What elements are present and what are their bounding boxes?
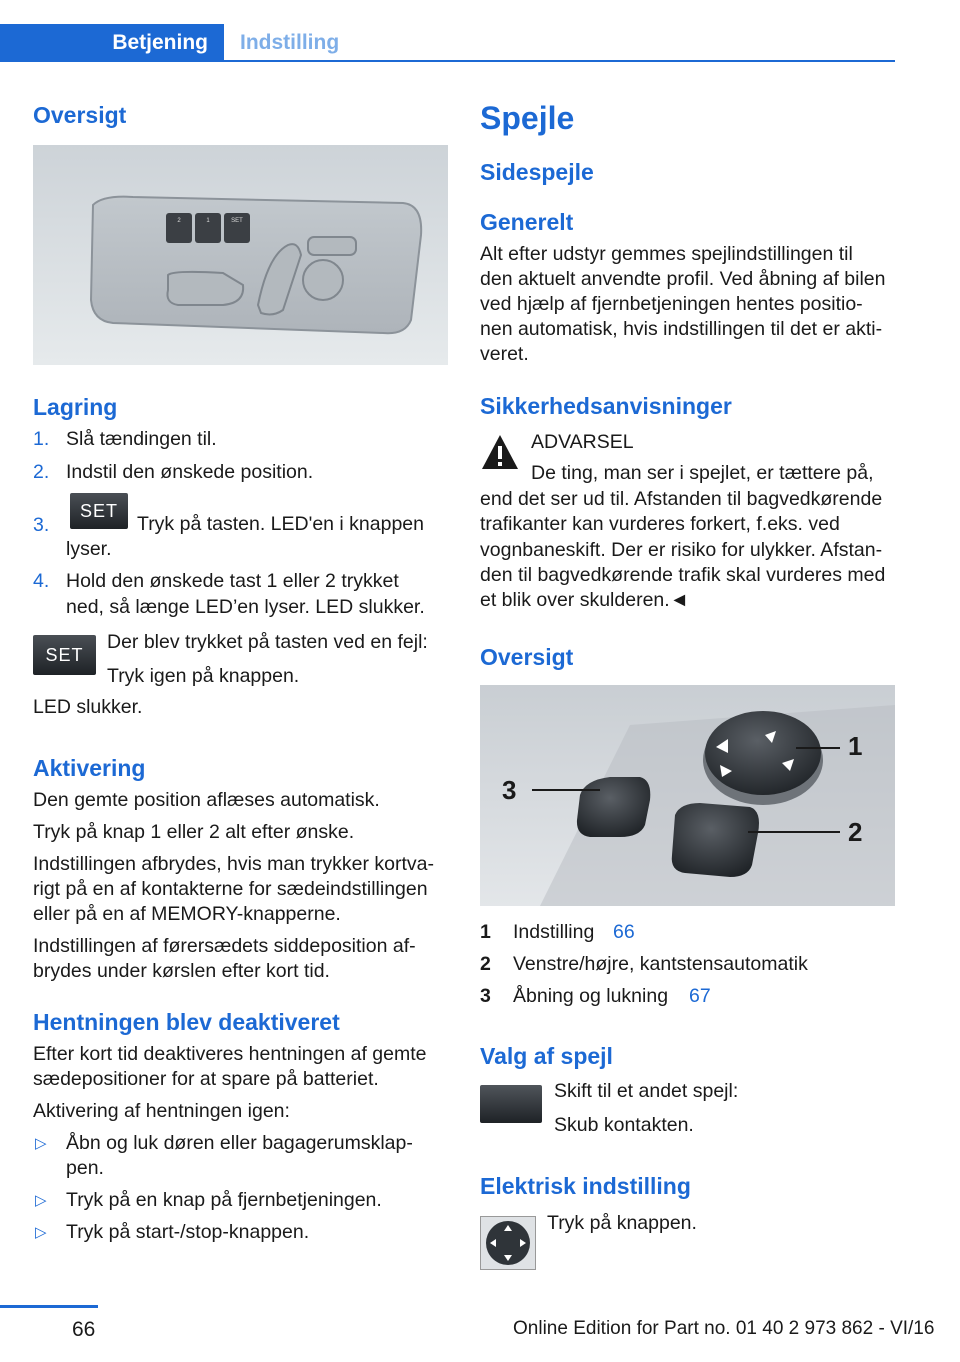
paragraph: nen automatisk, hvis indstillingen til det er akti‐: [480, 318, 883, 340]
paragraph: Alt efter udstyr gemmes spejlindstillingen til: [480, 243, 853, 265]
legend-number: 1: [480, 921, 491, 943]
paragraph: Tryk på knap 1 eller 2 alt efter ønske.: [33, 821, 355, 843]
tab-betjening[interactable]: Betjening: [0, 24, 224, 62]
valg-text: Skub kontakten.: [554, 1114, 694, 1136]
legend-text: Venstre/højre, kantstensautomatik: [513, 953, 808, 975]
paragraph: den aktuelt anvendte profil. Ved åbning af bilen: [480, 268, 886, 290]
warning-text: end det ser ud til. Afstanden til bagvedkørende: [480, 488, 883, 510]
bullet-text: Tryk på start-/stop-knappen.: [66, 1221, 310, 1243]
tab-divider: [224, 60, 895, 62]
seat-panel-illustration: [33, 145, 448, 365]
bullet-arrow-icon: ▷: [35, 1135, 47, 1152]
step-text: Tryk på tasten. LED'en i knappen: [137, 513, 424, 535]
seat-button-set-label: SET: [231, 218, 243, 224]
mirror-switch-illustration: [480, 685, 895, 906]
step-number: 4.: [33, 570, 50, 592]
paragraph: Den gemte position aflæses automatisk.: [33, 789, 380, 811]
warning-text: trafikanter kan vurderes forkert, f.eks. ved: [480, 513, 840, 535]
seat-button-1-label: 1: [206, 218, 210, 224]
paragraph: Aktivering af hentningen igen:: [33, 1100, 290, 1122]
elektrisk-heading: Elektrisk indstilling: [480, 1173, 691, 1199]
edition-text: Online Edition for Part no. 01 40 2 973 862 - VI/16: [513, 1318, 935, 1339]
bullet-text: pen.: [66, 1157, 104, 1179]
sikkerhed-heading: Sikkerhedsanvisninger: [480, 393, 732, 419]
warning-text: De ting, man ser i spejlet, er tættere på,: [531, 462, 874, 484]
oversigt-mirror-heading: Oversigt: [480, 644, 574, 670]
mirror-selector-icon: [480, 1085, 542, 1123]
page-number: 66: [72, 1318, 96, 1341]
legend-number: 2: [480, 953, 491, 975]
bullet-text: Tryk på en knap på fjernbetjeningen.: [66, 1189, 382, 1211]
aktivering-heading: Aktivering: [33, 755, 146, 781]
paragraph: brydes under kørslen efter kort tid.: [33, 960, 330, 982]
step-text: Indstil den ønskede position.: [66, 461, 314, 483]
footer-accent-line: [0, 1305, 98, 1308]
legend-number: 3: [480, 985, 491, 1007]
valg-heading: Valg af spejl: [480, 1043, 613, 1069]
error-text: Der blev trykket på tasten ved en fejl:: [107, 631, 428, 653]
lagring-heading: Lagring: [33, 394, 118, 420]
warning-text: et blik over skulderen.◄: [480, 589, 689, 611]
seat-button-2-label: 2: [177, 218, 181, 224]
set-key-icon: SET: [33, 635, 96, 675]
step-text: Hold den ønskede tast 1 eller 2 trykket: [66, 570, 399, 592]
legend-text: Indstilling: [513, 921, 595, 943]
paragraph: veret.: [480, 343, 529, 365]
paragraph: Efter kort tid deaktiveres hentningen af gemte: [33, 1043, 427, 1065]
step-number: 1.: [33, 428, 50, 450]
paragraph: sædepositioner for at spare på batteriet.: [33, 1068, 379, 1090]
error-text: Tryk igen på knappen.: [107, 665, 300, 687]
oversigt-heading: Oversigt: [33, 102, 127, 128]
hentning-heading: Hentningen blev deaktiveret: [33, 1009, 340, 1035]
warning-text: vognbaneskift. Der er risiko for ulykker. Afstan‐: [480, 539, 883, 561]
callout-1: 1: [848, 731, 863, 761]
warning-triangle-icon: [480, 433, 520, 471]
step-number: 2.: [33, 461, 50, 483]
warning-title: ADVARSEL: [531, 431, 634, 453]
paragraph: ved hjælp af fjernbetjeningen hentes positio‐: [480, 293, 863, 315]
callout-3: 3: [502, 775, 517, 805]
paragraph: rigt på en af kontakterne for sædeindstillingen: [33, 878, 428, 900]
step-text: lyser.: [66, 538, 112, 560]
step-text: Slå tændingen til.: [66, 428, 217, 450]
mirror-control-figure: [480, 685, 895, 906]
legend-text: Åbning og lukning: [513, 985, 669, 1007]
tab-indstilling[interactable]: Indstilling: [240, 31, 340, 54]
seat-memory-figure: [33, 145, 448, 365]
page-link[interactable]: 66: [613, 921, 635, 943]
sidespejle-heading: Sidespejle: [480, 159, 594, 185]
elektrisk-text: Tryk på knappen.: [547, 1212, 697, 1234]
header-tabs: [0, 24, 895, 62]
bullet-text: Åbn og luk døren eller bagagerumsklap‐: [66, 1132, 413, 1154]
bullet-arrow-icon: ▷: [35, 1224, 47, 1241]
led-off-text: LED slukker.: [33, 696, 143, 718]
set-key-icon: SET: [70, 493, 128, 529]
callout-2: 2: [848, 817, 863, 847]
valg-text: Skift til et andet spejl:: [554, 1080, 739, 1102]
generelt-heading: Generelt: [480, 209, 574, 235]
step-number: 3.: [33, 514, 50, 536]
warning-text: den til bagvedkørende trafik skal vurderes med: [480, 564, 886, 586]
mirror-adjust-button-icon: [480, 1216, 536, 1270]
paragraph: eller på en af MEMORY-knapperne.: [33, 903, 341, 925]
step-text: ned, så længe LED’en lyser. LED slukker.: [66, 596, 425, 618]
page-link[interactable]: 67: [689, 985, 711, 1007]
spejle-title: Spejle: [480, 100, 575, 136]
paragraph: Indstillingen af førersædets siddeposition af‐: [33, 935, 416, 957]
paragraph: Indstillingen afbrydes, hvis man trykker kortva‐: [33, 853, 434, 875]
bullet-arrow-icon: ▷: [35, 1192, 47, 1209]
